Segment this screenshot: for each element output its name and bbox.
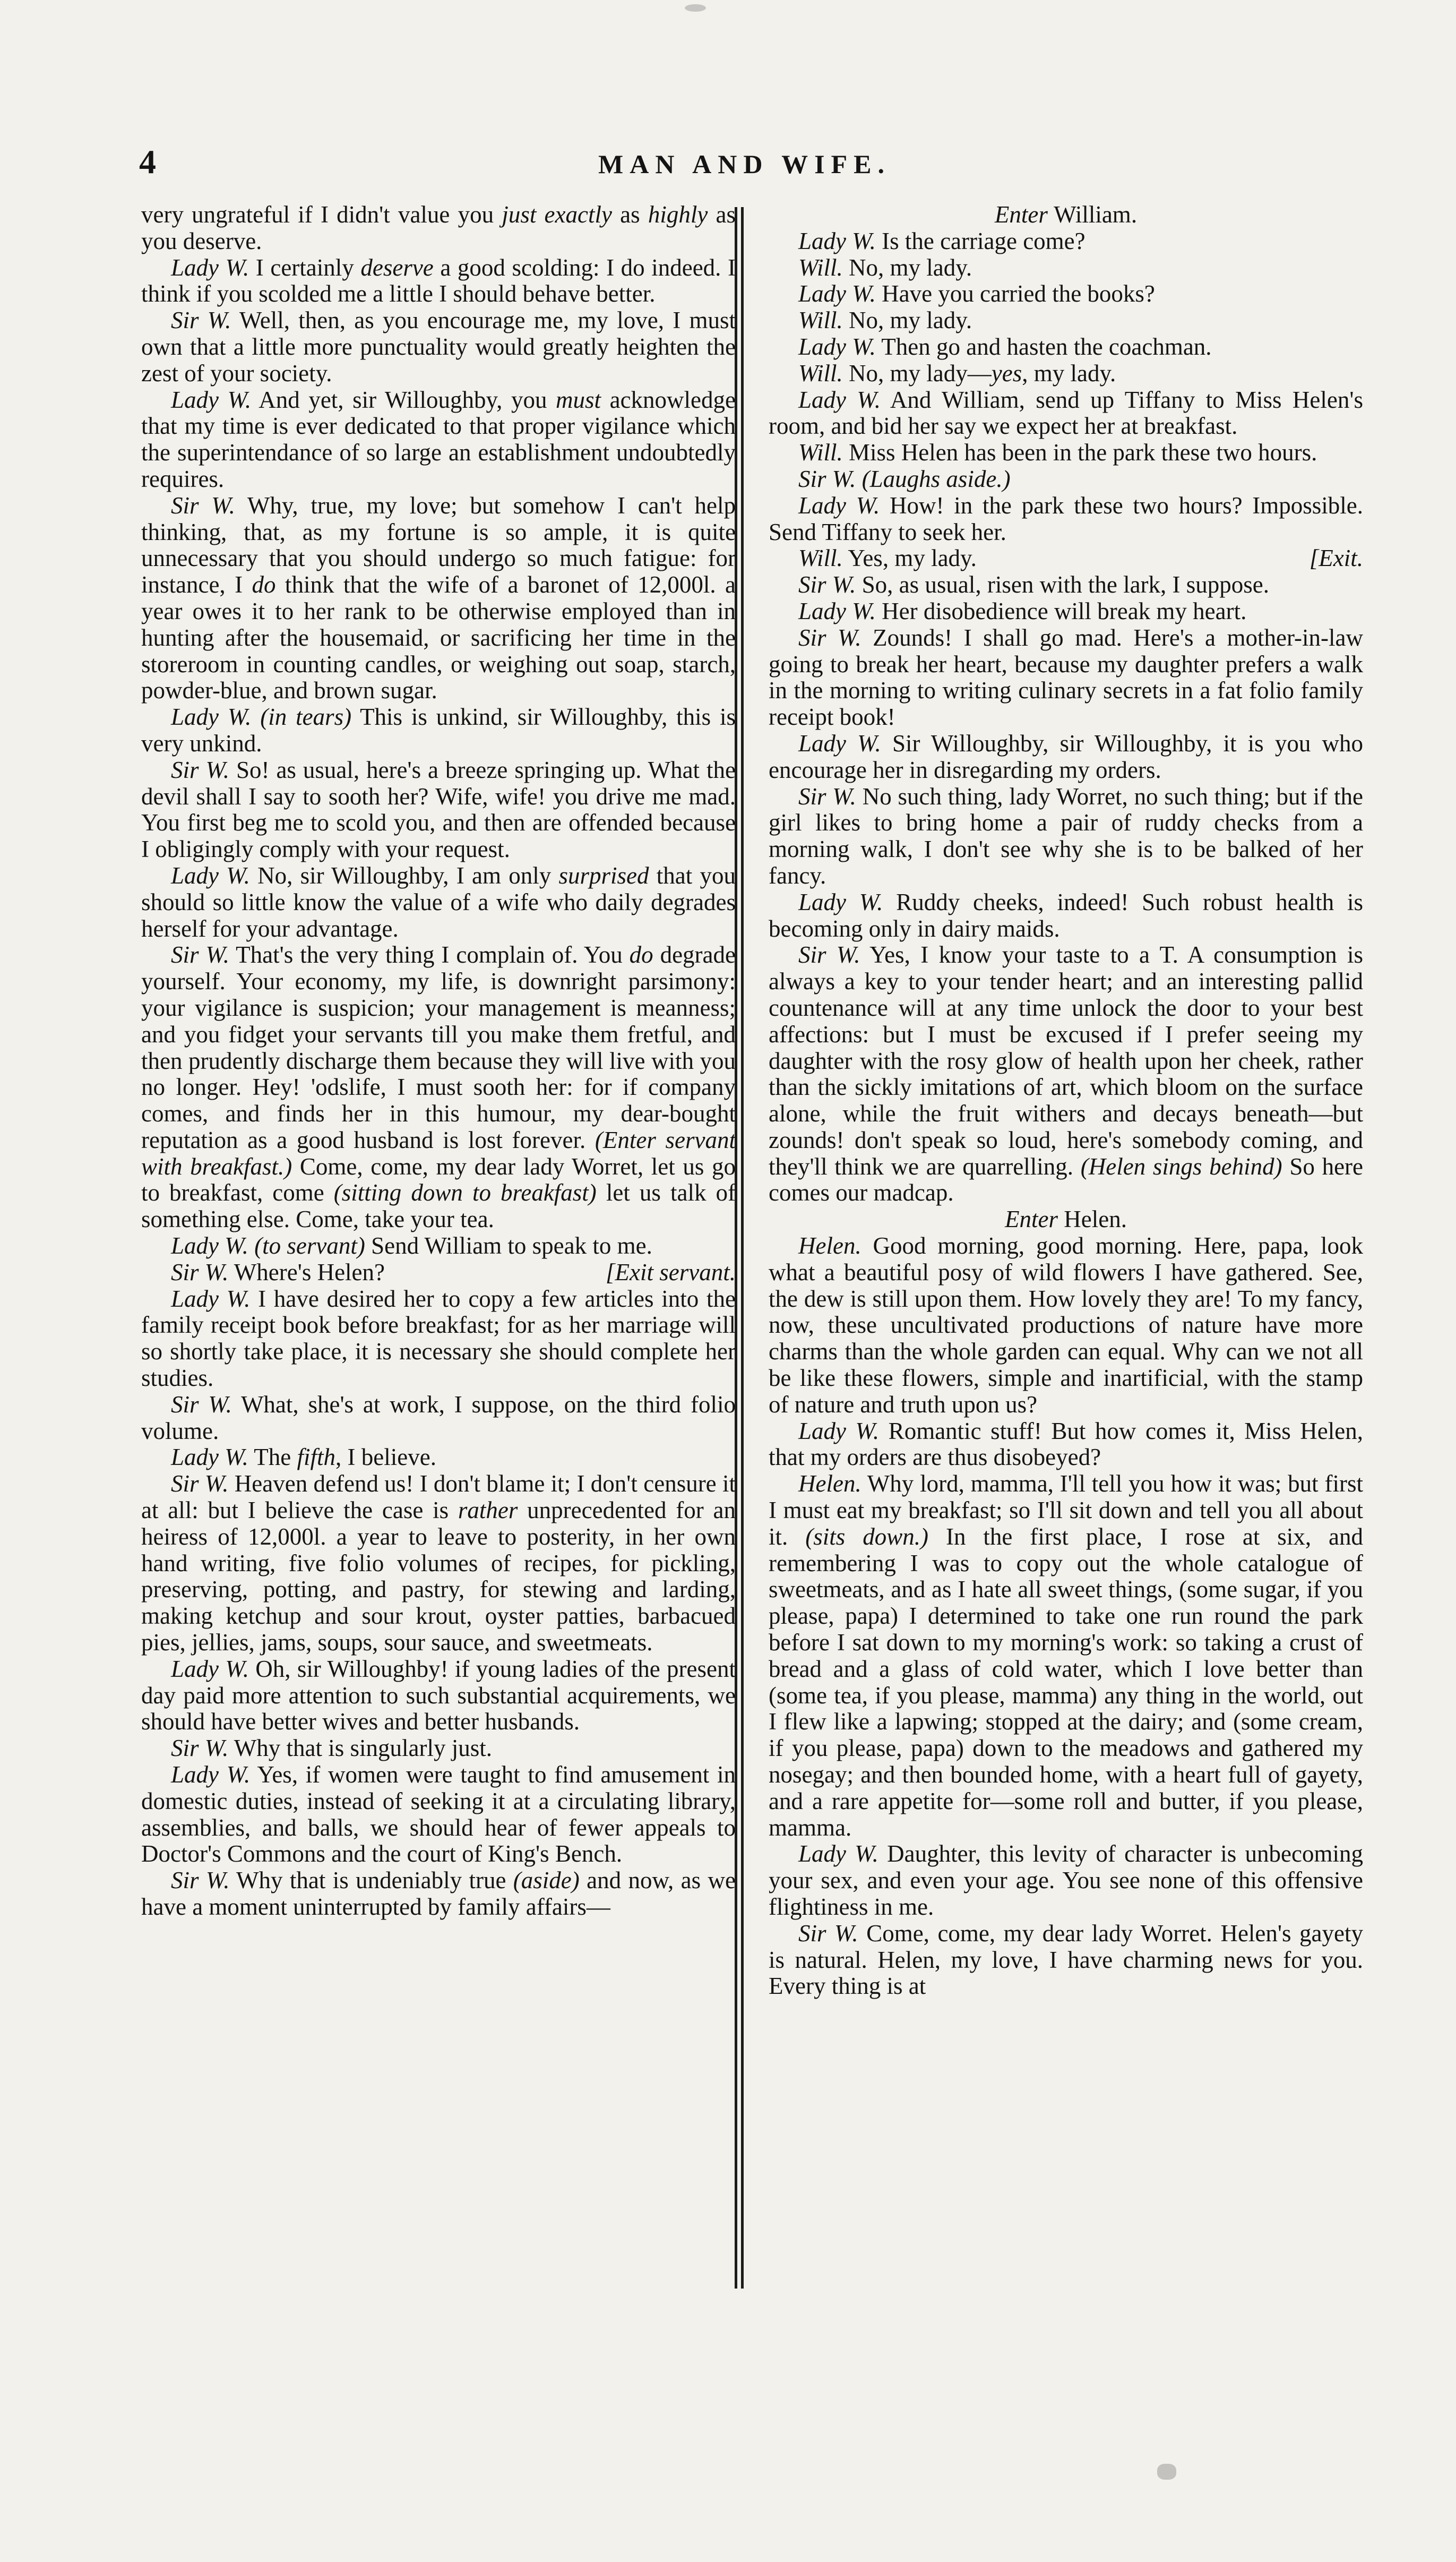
dialogue-line: Will. Yes, my lady. [Exit. [798, 545, 1363, 572]
speaker: Lady W. [798, 1840, 878, 1867]
speaker: Sir W. [171, 1258, 229, 1286]
speaker: Sir W. [798, 571, 856, 598]
dialogue-line: Sir W. Heaven defend us! I don't blame it; I don't censure it at all: but I believe the case is rather unprecedented for an heiress of 12,000l. a year to leave to posterity, in her own hand writing, five folio volumes of recipes, for pickling, preserving, potting, and pastry, for stewing and larding, making ketchup and sour krout, oyster patties, barbacued pies, jellies, jams, soups, sour sauce, and sweetmeats. [141, 1470, 736, 1656]
dialogue-line [769, 466, 1363, 493]
dialogue-line: Lady W. The fifth, I believe. [171, 1444, 436, 1471]
dialogue-line: Lady W. Sir Willoughby, sir Willoughby, it is you who encourage her in disregarding my orders. [769, 730, 1364, 783]
speaker: Sir W. [798, 624, 861, 651]
speaker: Sir W. [171, 1735, 229, 1762]
dialogue-line: Sir W. Why that is undeniably true (aside) and now, as we have a moment uninterrupted by family affairs— [141, 1867, 736, 1920]
dialogue-line: Lady W. I have desired her to copy a few articles into the family receipt book before breakfast; for as her marriage will so shortly take place, it is necessary she should complete her studies. [141, 1285, 736, 1392]
dialogue-line: Sir W. Where's Helen? [171, 1258, 385, 1286]
stage-direction: (sitting down to breakfast) [333, 1179, 597, 1206]
dialogue-line: Lady W. Then go and hasten the coachman. [798, 333, 1212, 360]
page-number: 4 [139, 143, 156, 181]
speaker: Sir W. [171, 941, 230, 969]
speaker: Lady W. [171, 386, 252, 413]
speaker: Lady W. [798, 597, 876, 624]
speaker: Helen. [798, 1232, 861, 1259]
speaker: Helen. [798, 1470, 861, 1497]
dialogue-line: Sir W. Come, come, my dear lady Worret. Helen's gayety is natural. Helen, my love, I have charming news for you. Every thing is at [769, 1920, 1363, 2000]
stage-direction: (Helen sings behind) [1080, 1153, 1282, 1180]
dialogue-line: Lady W. And yet, sir Willoughby, you must acknowledge that my time is ever dedicated to that proper vigilance which the superintendance of so large an establishment undoubtedly requires. [141, 386, 736, 492]
dialogue-line: Lady W. Her disobedience will break my heart. [798, 597, 1247, 624]
dialogue-line: Sir W. So, as usual, risen with the lark, I suppose. [798, 571, 1270, 598]
speaker: Sir W. [798, 941, 860, 969]
dialogue-line: Sir W. Why, true, my love; but somehow I can't help thinking, that, as my fortune is so ample, it is quite unnecessary that you should undergo so much fatigue: for instance, I do think that the wife of a baronet of 12,000l. a year owes it to her rank to be otherwise employed than in hunting after the housemaid, or sacrificing her time in the storeroom in counting candles, or weighing out soap, starch, powder-blue, and brown sugar. [141, 492, 736, 704]
stage-direction: (Enter servant with breakfast.) [141, 1126, 736, 1180]
dialogue-line: Lady W. Have you carried the books? [798, 280, 1155, 307]
speaker: Lady W. [171, 704, 252, 731]
speaker: Lady W. [798, 227, 876, 254]
speaker: Lady W. [798, 492, 880, 519]
stage-direction: (in tears) [260, 704, 352, 731]
dialogue-line: Lady W. (in tears) This is unkind, sir Willoughby, this is very unkind. [141, 704, 736, 757]
speaker: Lady W. [798, 888, 883, 915]
speaker: Lady W. [798, 333, 876, 360]
dialogue-line: Lady W. No, sir Willoughby, I am only surprised that you should so little know the value of a wife who daily degrades herself for your advantage. [141, 862, 736, 942]
dialogue-line: Sir W. No such thing, lady Worret, no such thing; but if the girl likes to bring home a pair of ruddy checks from a morning walk, I don't see why she is to be balked of her fancy. [769, 783, 1363, 889]
speaker: Lady W. [798, 730, 881, 757]
speaker: Lady W. [171, 1285, 251, 1312]
column-divider-right [741, 207, 744, 2289]
dialogue-line: Will. No, my lady. [798, 307, 972, 334]
stage-direction: (aside) [513, 1867, 580, 1894]
speaker: Lady W. [798, 280, 876, 307]
speaker: Sir W. [798, 783, 856, 810]
speaker: Lady W. [171, 1655, 249, 1682]
speaker: Lady W. [798, 1417, 880, 1444]
dialogue-line: Helen. Good morning, good morning. Here, papa, look what a beautiful posy of wild flowers I have gathered. See, the dew is still upon them. How lovely they are! To my fancy, now, these uncultivated productions of nature have more charms than the whole garden can equal. Why can we not all be like these flowers, simple and inartificial, with the stamp of nature and truth upon us? [769, 1232, 1363, 1418]
speaker: Will. [798, 359, 843, 387]
speaker: Lady W. [798, 386, 881, 413]
speaker: Lady W. [171, 254, 249, 281]
exit-direction: [Exit. [1309, 545, 1363, 572]
ink-speck-bottom [1157, 2464, 1176, 2480]
speaker: Will. [798, 439, 843, 466]
speaker: Will. [798, 545, 843, 572]
speaker: Lady W. [171, 1761, 251, 1788]
speaker: Sir W. [798, 465, 856, 492]
dialogue-line: Lady W. Yes, if women were taught to find amusement in domestic duties, instead of seeking it at a circulating library, assemblies, and balls, we should hear of fewer appeals to Doctor's Commons and the court of King's Bench. [141, 1761, 736, 1867]
speaker: Lady W. [171, 862, 250, 889]
exit-direction: [Exit servant. [606, 1258, 736, 1286]
dialogue-line: Lady W. How! in the park these two hours? Impossible. Send Tiffany to seek her. [769, 492, 1363, 545]
speaker: Sir W. [798, 1920, 858, 1947]
dialogue-line: Sir W. Well, then, as you encourage me, my love, I must own that a little more punctuality would greatly heighten the zest of your society. [141, 307, 736, 387]
dialogue-line: Will. No, my lady. [798, 254, 972, 281]
speaker: Lady W. [171, 1232, 248, 1259]
stage-entrance: Enter Helen. [1005, 1206, 1127, 1233]
stage-direction: (Laughs aside.) [861, 465, 1011, 492]
ink-speck-top [685, 4, 706, 12]
dialogue-line: Lady W. I certainly deserve a good scolding: I do indeed. I think if you scolded me a little I should behave better. [141, 254, 736, 307]
dialogue-line: Sir W. Yes, I know your taste to a T. A consumption is always a key to your tender heart; and an interesting pallid countenance will at any time unlock the door to your best affections: but I must be excused if I prefer seeing my daughter with the rosy glow of health upon her cheek, rather than the sickly imitations of art, which bloom on the surface alone, while the fruit withers and decays beneath—but zounds! don't speak so loud, here's somebody coming, and they'll think we are quarrelling. (Helen sings behind) So here comes our madcap. [769, 941, 1363, 1206]
dialogue-line: Lady W. (to servant) Send William to speak to me. [Exit servant. [171, 1232, 736, 1286]
speaker: Sir W. [171, 492, 235, 519]
dialogue-line: Sir W. What, she's at work, I suppose, on the third folio volume. [141, 1391, 736, 1444]
speaker: Sir W. [171, 307, 231, 334]
left-column [141, 202, 736, 1921]
speaker: Will. [798, 254, 843, 281]
stage-direction: (to servant) [254, 1232, 365, 1259]
speaker: Lady W. [171, 1444, 248, 1471]
stage-direction: (sits down.) [805, 1523, 928, 1550]
speaker: Sir W. [171, 1867, 230, 1894]
running-title: MAN AND WIFE. [598, 149, 891, 179]
stage-entrance: Enter William. [994, 201, 1138, 228]
paragraph: very ungrateful if I didn't value you just exactly as highly as you deserve. [141, 201, 736, 254]
dialogue-line: Lady W. And William, send up Tiffany to Miss Helen's room, and bid her say we expect her at breakfast. [769, 386, 1363, 440]
speaker: Sir W. [171, 756, 230, 783]
right-column [769, 202, 1363, 2000]
dialogue-line: Sir W. Why that is singularly just. [171, 1735, 493, 1762]
dialogue-line: Lady W. Is the carriage come? [798, 227, 1085, 254]
speaker: Sir W. [171, 1470, 229, 1497]
page-header [139, 142, 1350, 185]
dialogue-line: Lady W. Oh, sir Willoughby! if young ladies of the present day paid more attention to such substantial acquirements, we should have better wives and better husbands. [141, 1655, 736, 1735]
dialogue-line: Sir W. Zounds! I shall go mad. Here's a mother-in-law going to break her heart, because my daughter prefers a walk in the morning to writing culinary secrets in a fat folio family receipt book! [769, 624, 1363, 731]
dialogue-line: Helen. Why lord, mamma, I'll tell you how it was; but first I must eat my breakfast; so I'll sit down and tell you all about it. (sits down.) In the first place, I rose at six, and remembering I was to copy out the whole catalogue of sweetmeats, and as I hate all sweet things, (some sugar, if you please, papa) I determined to take one run round the park before I sat down to my morning's work: so taking a crust of bread and a glass of cold water, which I love better than (some tea, if you please, mamma) any thing in the world, out I flew like a lapwing; stopped at the dairy; and (some cream, if you please, papa) down to the meadows and gathered my nosegay; and then bounded home, with a heart full of gayety, and a rare appetite for—some roll and butter, if you please, mamma. [769, 1470, 1364, 1841]
dialogue-line: Sir W. So! as usual, here's a breeze springing up. What the devil shall I say to sooth her? Wife, wife! you drive me mad. You first beg me to scold you, and then are offended because I obligingly comply with your request. [141, 756, 736, 863]
dialogue-line: Lady W. Romantic stuff! But how comes it, Miss Helen, that my orders are thus disobeyed? [769, 1417, 1363, 1471]
dialogue-line: Lady W. Daughter, this levity of character is unbecoming your sex, and even your age. You see none of this offensive flightiness in me. [769, 1840, 1363, 1920]
dialogue-line: Will. No, my lady—yes, my lady. [798, 359, 1116, 387]
speaker: Will. [798, 307, 843, 334]
dialogue-line: Lady W. Ruddy cheeks, indeed! Such robust health is becoming only in dairy maids. [769, 888, 1363, 942]
speaker: Sir W. [171, 1391, 232, 1418]
dialogue-line: Will. Miss Helen has been in the park these two hours. [798, 439, 1317, 466]
dialogue-line: Sir W. That's the very thing I complain of. You do degrade yourself. Your economy, my life, is downright parsimony: your vigilance is suspicion; your management is meanness; and you fidget your servants till you make them fretful, and then prudently discharge them because they will live with you no longer. Hey! 'odslife, I must sooth her: for if company comes, and finds her in this humour, my dear-bought reputation as a good husband is lost forever. (Enter servant with breakfast.) Come, come, my dear lady Worret, let us go to breakfast, come (sitting down to breakfast) let us talk of something else. Come, take your tea. [141, 941, 736, 1233]
